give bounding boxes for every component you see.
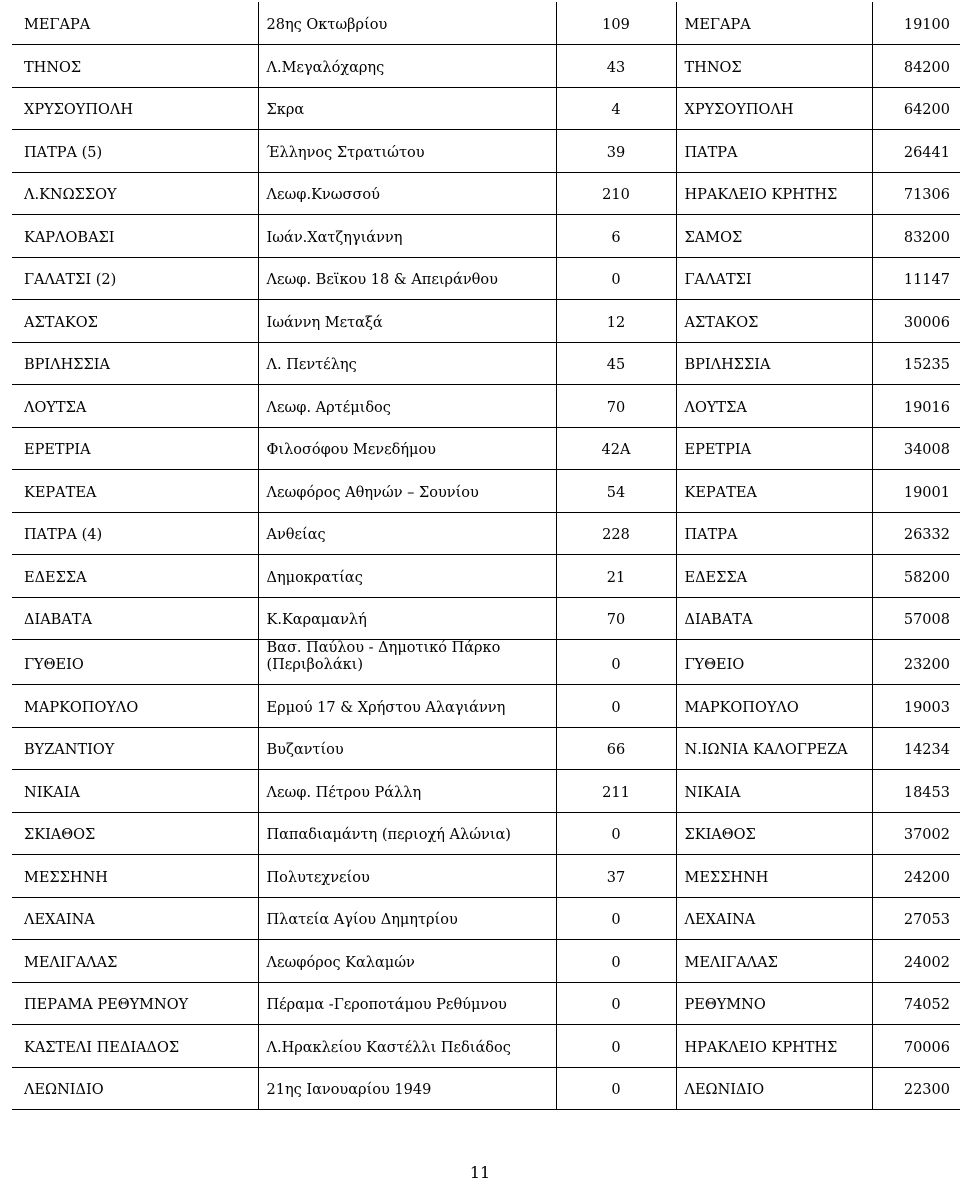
number-cell [556, 897, 676, 940]
number-cell-text: 70 [606, 399, 626, 416]
area-cell [12, 385, 258, 428]
number-cell [556, 215, 676, 258]
postal-code-cell-text: 83200 [903, 229, 950, 246]
area-cell-text: ΛΕΧΑΙΝΑ [24, 912, 95, 928]
street-cell-text: Λ.Μεγαλόχαρης [266, 59, 385, 76]
number-cell [556, 2, 676, 45]
postal-code-cell [872, 385, 960, 428]
number-cell-text: 211 [602, 784, 630, 801]
postal-code-cell [872, 812, 960, 855]
number-cell-text: 0 [611, 912, 621, 928]
street-cell-text: Λεωφ.Κνωσσού [266, 187, 380, 203]
area-cell [12, 982, 258, 1025]
postal-code-cell-text: 70006 [903, 1039, 950, 1056]
area-cell [12, 897, 258, 940]
area-cell [12, 470, 258, 513]
postal-code-cell [872, 512, 960, 555]
postal-code-cell [872, 597, 960, 640]
street-cell-text: Βυζαντίου [266, 742, 344, 758]
city-cell [676, 640, 872, 685]
number-cell-text: 0 [611, 1039, 621, 1056]
postal-code-cell-text: 58200 [903, 569, 950, 586]
area-cell [12, 427, 258, 470]
city-cell [676, 45, 872, 88]
area-cell [12, 87, 258, 130]
number-cell [556, 982, 676, 1025]
city-cell-text: ΛΕΧΑΙΝΑ [684, 912, 756, 928]
area-cell-text: Λ.ΚΝΩΣΣΟΥ [24, 187, 117, 203]
street-cell [258, 342, 556, 385]
city-cell [676, 300, 872, 343]
number-cell [556, 385, 676, 428]
table-row [12, 727, 960, 770]
number-cell-text: 0 [611, 657, 621, 673]
number-cell-text: 66 [606, 742, 626, 758]
city-cell-text: ΛΟΥΤΣΑ [684, 399, 747, 416]
area-cell-text: ΜΕΣΣΗΝΗ [24, 869, 108, 886]
area-cell-text: ΜΕΓΑΡΑ [24, 17, 91, 33]
city-cell [676, 1067, 872, 1110]
street-cell-text: Λ. Πεντέλης [266, 357, 357, 373]
area-cell-text: ΜΕΛΙΓΑΛΑΣ [24, 954, 118, 971]
postal-code-cell-text: 19100 [903, 17, 950, 33]
street-cell [258, 855, 556, 898]
street-cell [258, 640, 556, 685]
number-cell [556, 130, 676, 173]
postal-code-cell-text: 27053 [903, 912, 950, 928]
postal-code-cell [872, 982, 960, 1025]
postal-code-cell [872, 300, 960, 343]
postal-code-cell-text: 19003 [903, 699, 950, 716]
postal-code-cell [872, 215, 960, 258]
area-cell [12, 172, 258, 215]
area-cell-text: ΠΕΡΑΜΑ ΡΕΘΥΜΝΟΥ [24, 997, 189, 1013]
street-cell [258, 512, 556, 555]
area-cell-text: ΑΣΤΑΚΟΣ [24, 314, 98, 331]
street-cell [258, 215, 556, 258]
street-cell-text: Λ.Ηρακλείου Καστέλλι Πεδιάδος [266, 1039, 511, 1056]
street-cell-text: Λεωφόρος Καλαμών [266, 954, 415, 971]
street-cell [258, 727, 556, 770]
postal-code-cell [872, 45, 960, 88]
street-cell [258, 555, 556, 598]
area-cell [12, 727, 258, 770]
city-cell-text: ΤΗΝΟΣ [684, 59, 742, 76]
area-cell-text: ΜΑΡΚΟΠΟΥΛΟ [24, 699, 139, 716]
area-cell-text: ΣΚΙΑΘΟΣ [24, 827, 96, 843]
city-cell [676, 555, 872, 598]
city-cell-text: ΠΑΤΡΑ [684, 144, 738, 161]
postal-code-cell-text: 15235 [903, 357, 950, 373]
street-cell-text: Ερμού 17 & Χρήστου Αλαγιάννη [266, 699, 506, 716]
city-cell [676, 470, 872, 513]
city-cell-text: Ν.ΙΩΝΙΑ ΚΑΛΟΓΡΕΖΑ [684, 742, 848, 758]
city-cell-text: ΓΥΘΕΙΟ [684, 657, 745, 673]
street-cell [258, 685, 556, 728]
number-cell [556, 555, 676, 598]
postal-code-cell [872, 87, 960, 130]
city-cell-text: ΚΕΡΑΤΕΑ [684, 484, 757, 501]
number-cell-text: 37 [606, 869, 626, 886]
city-cell-text: ΠΑΤΡΑ [684, 527, 738, 543]
table-row [12, 87, 960, 130]
area-cell-text: ΓΑΛΑΤΣΙ (2) [24, 272, 117, 288]
area-cell-text: ΚΑΣΤΕΛΙ ΠΕΔΙΑΔΟΣ [24, 1039, 180, 1056]
postal-code-cell [872, 1025, 960, 1068]
city-cell [676, 172, 872, 215]
street-cell-text: Λεωφ. Αρτέμιδος [266, 399, 391, 416]
city-cell [676, 770, 872, 813]
street-cell [258, 172, 556, 215]
city-cell-text: ΝΙΚΑΙΑ [684, 784, 741, 801]
area-cell [12, 770, 258, 813]
postal-code-cell-text: 14234 [903, 742, 950, 758]
table-row [12, 770, 960, 813]
city-cell-text: ΣΑΜΟΣ [684, 229, 743, 246]
city-cell-text: ΜΕΣΣΗΝΗ [684, 869, 769, 886]
street-cell [258, 897, 556, 940]
area-cell [12, 257, 258, 300]
postal-code-cell-text: 19016 [903, 399, 950, 416]
postal-code-cell [872, 470, 960, 513]
postal-code-cell [872, 855, 960, 898]
city-cell [676, 1025, 872, 1068]
street-cell [258, 982, 556, 1025]
city-cell-text: ΕΡΕΤΡΙΑ [684, 442, 752, 458]
number-cell [556, 1067, 676, 1110]
number-cell [556, 597, 676, 640]
number-cell-text: 109 [602, 17, 630, 33]
area-cell-text: ΔΙΑΒΑΤΑ [24, 612, 92, 628]
street-cell [258, 1025, 556, 1068]
address-table-body [12, 2, 960, 1110]
table-row [12, 982, 960, 1025]
number-cell-text: 43 [606, 59, 626, 76]
street-cell-text: Φιλοσόφου Μενεδήμου [266, 442, 436, 458]
number-cell-text: 0 [611, 1082, 621, 1098]
postal-code-cell-text: 37002 [903, 827, 950, 843]
street-cell-text: Ανθείας [266, 527, 326, 543]
city-cell [676, 982, 872, 1025]
postal-code-cell [872, 2, 960, 45]
city-cell-text: ΜΑΡΚΟΠΟΥΛΟ [684, 699, 799, 716]
street-cell [258, 130, 556, 173]
table-row [12, 812, 960, 855]
number-cell [556, 640, 676, 685]
street-cell [258, 470, 556, 513]
city-cell-text: ΗΡΑΚΛΕΙΟ ΚΡΗΤΗΣ [684, 187, 838, 203]
city-cell [676, 897, 872, 940]
area-cell [12, 812, 258, 855]
area-cell-text: ΠΑΤΡΑ (5) [24, 144, 103, 161]
number-cell [556, 940, 676, 983]
postal-code-cell-text: 64200 [903, 102, 950, 118]
postal-code-cell-text: 26332 [903, 527, 950, 543]
street-cell-text: Λεωφ. Πέτρου Ράλλη [266, 784, 422, 801]
city-cell [676, 727, 872, 770]
number-cell [556, 812, 676, 855]
table-row [12, 1067, 960, 1110]
postal-code-cell [872, 1067, 960, 1110]
street-cell-text: Παπαδιαμάντη (περιοχή Αλώνια) [266, 827, 511, 843]
street-cell [258, 812, 556, 855]
area-cell-text: ΚΑΡΛΟΒΑΣΙ [24, 229, 115, 246]
city-cell-text: ΕΔΕΣΣΑ [684, 569, 748, 586]
postal-code-cell-text: 23200 [903, 657, 950, 673]
number-cell-text: 0 [611, 699, 621, 716]
area-cell [12, 597, 258, 640]
city-cell [676, 87, 872, 130]
street-cell-text: Πλατεία Αγίου Δημητρίου [266, 912, 458, 928]
city-cell-text: ΒΡΙΛΗΣΣΙΑ [684, 357, 771, 373]
street-cell-text: Ιωάννη Μεταξά [266, 314, 383, 331]
number-cell-text: 54 [606, 484, 626, 501]
street-cell-text: Βασ. Παύλου - Δημοτικό Πάρκο (Περιβολάκι) [266, 640, 501, 673]
table-row [12, 45, 960, 88]
city-cell-text: ΑΣΤΑΚΟΣ [684, 314, 759, 331]
area-cell-text: ΒΥΖΑΝΤΙΟΥ [24, 742, 115, 758]
table-row [12, 172, 960, 215]
street-cell-text: 28ης Οκτωβρίου [266, 17, 388, 33]
number-cell [556, 1025, 676, 1068]
number-cell [556, 342, 676, 385]
city-cell-text: ΜΕΓΑΡΑ [684, 17, 751, 33]
area-cell [12, 130, 258, 173]
postal-code-cell [872, 555, 960, 598]
number-cell [556, 685, 676, 728]
table-row [12, 2, 960, 45]
postal-code-cell-text: 24200 [903, 869, 950, 886]
number-cell [556, 855, 676, 898]
street-cell-text: Ιωάν.Χατζηγιάννη [266, 229, 403, 246]
postal-code-cell [872, 427, 960, 470]
number-cell-text: 45 [606, 357, 626, 373]
street-cell-text: Έλληνος Στρατιώτου [266, 144, 425, 161]
city-cell [676, 427, 872, 470]
postal-code-cell-text: 57008 [903, 612, 950, 628]
street-cell [258, 257, 556, 300]
city-cell [676, 2, 872, 45]
area-cell [12, 1067, 258, 1110]
postal-code-cell [872, 940, 960, 983]
street-cell [258, 45, 556, 88]
address-table [12, 2, 960, 1110]
number-cell [556, 87, 676, 130]
area-cell [12, 555, 258, 598]
street-cell [258, 1067, 556, 1110]
street-cell-text: Σκρα [266, 102, 305, 118]
street-cell [258, 597, 556, 640]
city-cell-text: ΧΡΥΣΟΥΠΟΛΗ [684, 102, 794, 118]
postal-code-cell-text: 71306 [903, 187, 950, 203]
city-cell-text: ΜΕΛΙΓΑΛΑΣ [684, 954, 778, 971]
area-cell [12, 685, 258, 728]
number-cell-text: 228 [602, 527, 630, 543]
city-cell-text: ΔΙΑΒΑΤΑ [684, 612, 753, 628]
city-cell [676, 130, 872, 173]
area-cell [12, 342, 258, 385]
postal-code-cell [872, 685, 960, 728]
area-cell [12, 512, 258, 555]
number-cell-text: 0 [611, 954, 621, 971]
city-cell-text: ΓΑΛΑΤΣΙ [684, 272, 752, 288]
street-cell [258, 385, 556, 428]
city-cell [676, 855, 872, 898]
postal-code-cell-text: 24002 [903, 954, 950, 971]
area-cell-text: ΛΕΩΝΙΔΙΟ [24, 1082, 104, 1098]
street-cell-text: Πέραμα -Γεροποτάμου Ρεθύμνου [266, 997, 507, 1013]
table-row [12, 385, 960, 428]
number-cell [556, 470, 676, 513]
page-number: 11 [469, 1163, 491, 1182]
street-cell-text: 21ης Ιανουαρίου 1949 [266, 1082, 432, 1098]
table-row [12, 940, 960, 983]
postal-code-cell-text: 34008 [903, 442, 950, 458]
street-cell-text: Λεωφ. Βεϊκου 18 & Απειράνθου [266, 272, 498, 288]
street-cell [258, 427, 556, 470]
area-cell [12, 855, 258, 898]
number-cell [556, 512, 676, 555]
postal-code-cell-text: 18453 [903, 784, 950, 801]
number-cell-text: 4 [611, 102, 621, 118]
table-row [12, 855, 960, 898]
area-cell-text: ΝΙΚΑΙΑ [24, 784, 80, 801]
street-cell [258, 87, 556, 130]
postal-code-cell [872, 172, 960, 215]
area-cell-text: ΠΑΤΡΑ (4) [24, 527, 103, 543]
street-cell [258, 770, 556, 813]
street-cell [258, 300, 556, 343]
city-cell [676, 940, 872, 983]
number-cell [556, 770, 676, 813]
number-cell-text: 39 [606, 144, 626, 161]
table-row [12, 1025, 960, 1068]
city-cell-text: ΡΕΘΥΜΝΟ [684, 997, 766, 1013]
number-cell-text: 210 [602, 187, 630, 203]
street-cell-text: Λεωφόρος Αθηνών – Σουνίου [266, 484, 479, 501]
area-cell-text: ΕΡΕΤΡΙΑ [24, 442, 91, 458]
postal-code-cell [872, 130, 960, 173]
area-cell [12, 640, 258, 685]
city-cell [676, 685, 872, 728]
street-cell [258, 2, 556, 45]
postal-code-cell-text: 84200 [903, 59, 950, 76]
city-cell [676, 342, 872, 385]
area-cell-text: ΧΡΥΣΟΥΠΟΛΗ [24, 102, 134, 118]
postal-code-cell [872, 640, 960, 685]
area-cell-text: ΤΗΝΟΣ [24, 59, 82, 76]
number-cell-text: 0 [611, 997, 621, 1013]
area-cell [12, 1025, 258, 1068]
street-cell-text: Δημοκρατίας [266, 569, 363, 586]
number-cell [556, 172, 676, 215]
city-cell [676, 512, 872, 555]
postal-code-cell [872, 257, 960, 300]
postal-code-cell-text: 11147 [903, 272, 950, 288]
number-cell-text: 0 [611, 827, 621, 843]
table-row [12, 597, 960, 640]
table-row [12, 300, 960, 343]
table-row [12, 640, 960, 685]
city-cell [676, 385, 872, 428]
postal-code-cell-text: 19001 [903, 484, 950, 501]
street-cell-text: Κ.Καραμανλή [266, 612, 367, 628]
street-cell [258, 940, 556, 983]
area-cell [12, 45, 258, 88]
city-cell [676, 257, 872, 300]
area-cell [12, 2, 258, 45]
number-cell-text: 6 [611, 229, 621, 246]
table-row [12, 685, 960, 728]
area-cell-text: ΕΔΕΣΣΑ [24, 569, 87, 586]
city-cell-text: ΗΡΑΚΛΕΙΟ ΚΡΗΤΗΣ [684, 1039, 838, 1056]
number-cell [556, 300, 676, 343]
city-cell-text: ΣΚΙΑΘΟΣ [684, 827, 756, 843]
street-cell-text: Πολυτεχνείου [266, 869, 370, 886]
number-cell-text: 21 [606, 569, 626, 586]
number-cell [556, 427, 676, 470]
area-cell [12, 940, 258, 983]
postal-code-cell [872, 770, 960, 813]
postal-code-cell [872, 897, 960, 940]
table-row [12, 470, 960, 513]
area-cell-text: ΓΥΘΕΙΟ [24, 657, 84, 673]
number-cell-text: 0 [611, 272, 621, 288]
table-row [12, 897, 960, 940]
number-cell-text: 42Α [601, 442, 631, 458]
table-row [12, 555, 960, 598]
city-cell [676, 215, 872, 258]
table-row [12, 427, 960, 470]
city-cell [676, 812, 872, 855]
number-cell [556, 45, 676, 88]
postal-code-cell [872, 727, 960, 770]
table-row [12, 512, 960, 555]
postal-code-cell [872, 342, 960, 385]
area-cell [12, 300, 258, 343]
table-row [12, 215, 960, 258]
area-cell-text: ΒΡΙΛΗΣΣΙΑ [24, 357, 110, 373]
table-row [12, 342, 960, 385]
area-cell [12, 215, 258, 258]
number-cell [556, 727, 676, 770]
postal-code-cell-text: 74052 [903, 997, 950, 1013]
city-cell-text: ΛΕΩΝΙΔΙΟ [684, 1082, 765, 1098]
number-cell [556, 257, 676, 300]
table-row [12, 257, 960, 300]
area-cell-text: ΚΕΡΑΤΕΑ [24, 484, 97, 501]
postal-code-cell-text: 30006 [903, 314, 950, 331]
number-cell-text: 70 [606, 612, 626, 628]
postal-code-cell-text: 22300 [903, 1082, 950, 1098]
area-cell-text: ΛΟΥΤΣΑ [24, 399, 87, 416]
postal-code-cell-text: 26441 [903, 144, 950, 161]
table-row [12, 130, 960, 173]
city-cell [676, 597, 872, 640]
number-cell-text: 12 [606, 314, 626, 331]
